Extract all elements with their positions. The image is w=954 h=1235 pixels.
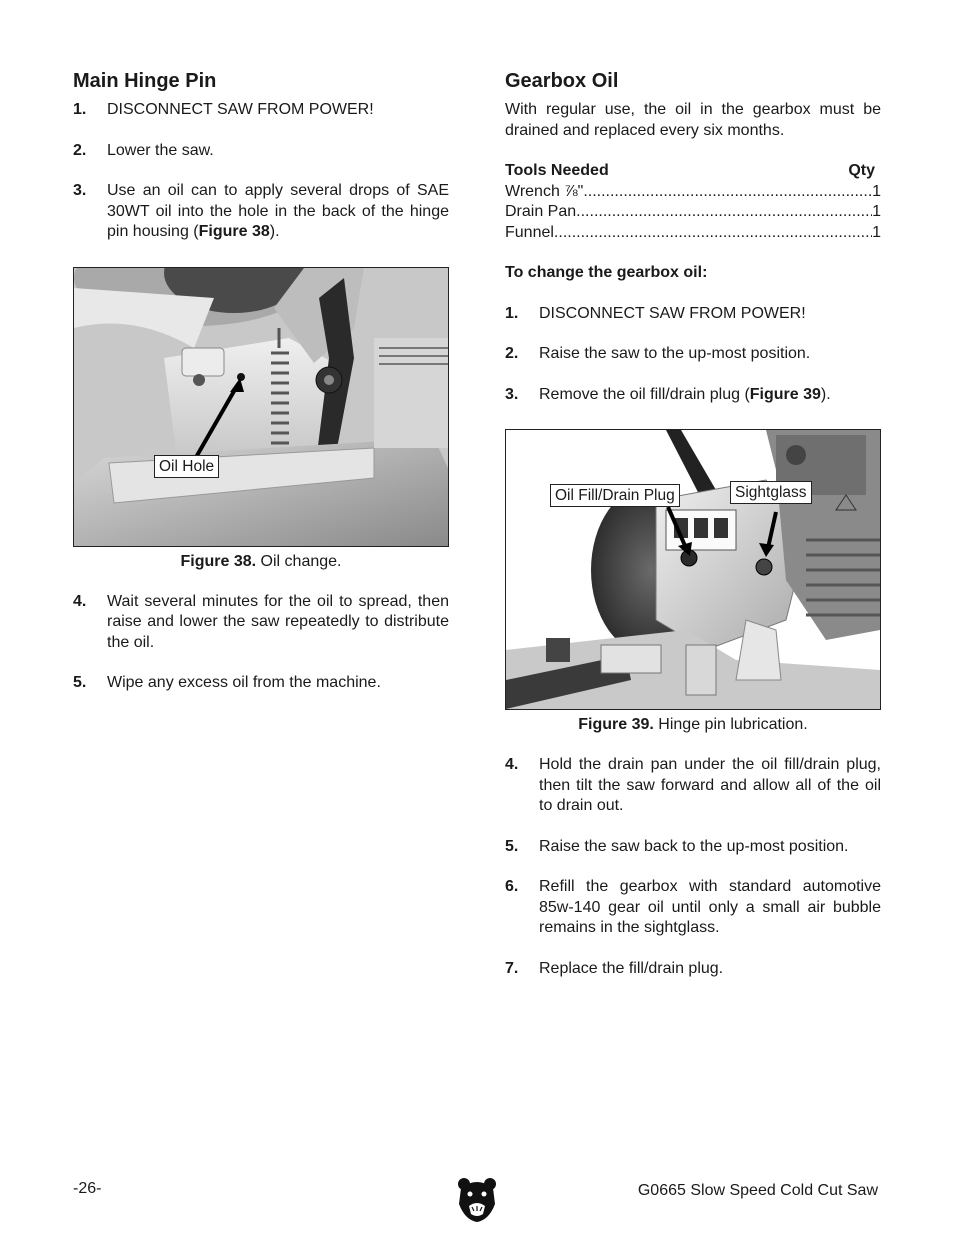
caption-text: Hinge pin lubrication. [653, 716, 808, 733]
figure-38-image [73, 267, 449, 547]
caption-label: Figure 39. [578, 716, 654, 733]
figure-39-caption [505, 715, 881, 735]
step-item [505, 959, 881, 980]
figure-reference[interactable]: Figure 39 [749, 385, 821, 403]
caption-text: Oil change. [256, 552, 342, 570]
step-text: Wipe any excess oil from the machine. [107, 674, 381, 691]
procedure-subheading: To change the gearbox oil: [505, 264, 708, 281]
step-item [505, 344, 881, 365]
step-item [505, 304, 881, 325]
right-column [505, 68, 881, 999]
step-number: 4. [505, 756, 519, 773]
figure-38-caption [73, 552, 449, 572]
tool-row [505, 223, 881, 244]
step-number: 1. [73, 101, 87, 118]
step-text: Wait several minutes for the oil to spread, then raise and lower the saw repeatedly to distribute the oil. [107, 592, 449, 651]
step-number: 3. [505, 385, 519, 403]
step-number: 6. [505, 878, 519, 895]
left-column [73, 68, 449, 714]
intro-paragraph: With regular use, the oil in the gearbox must be drained and replaced every six months. [505, 101, 881, 139]
tool-row [505, 202, 881, 223]
step-item [73, 100, 449, 121]
oil-fill-drain-plug-callout: Oil Fill/Drain Plug [550, 484, 680, 507]
step-text-end: ). [269, 223, 280, 240]
gearbox-illustration [506, 430, 880, 709]
tool-name: Drain Pan [505, 203, 577, 220]
section-heading-main-hinge-pin: Main Hinge Pin [73, 70, 217, 92]
tool-qty: 1 [872, 182, 881, 200]
qty-label: Qty [848, 162, 875, 179]
figure-39-image [505, 429, 881, 710]
step-number: 4. [73, 592, 87, 610]
manual-title: G0665 Slow Speed Cold Cut Saw [637, 1182, 878, 1199]
oil-hole-callout: Oil Hole [154, 455, 219, 478]
tool-qty: 1 [872, 223, 881, 241]
step-item [505, 837, 881, 858]
step-text: Remove the oil fill/drain plug ( [539, 385, 750, 403]
step-text: DISCONNECT SAW FROM POWER! [107, 101, 374, 118]
step-text: Hold the drain pan under the oil fill/drain plug, then tilt the saw forward and allow all of the oil to drain out. [539, 756, 881, 814]
tool-row [505, 182, 881, 203]
step-item [73, 181, 449, 243]
grizzly-bear-logo-icon [457, 1176, 497, 1222]
step-text: Replace the fill/drain plug. [539, 959, 724, 977]
step-number: 2. [73, 141, 87, 159]
sightglass-callout: Sightglass [730, 481, 812, 504]
page-number: -26- [73, 1180, 102, 1197]
tool-qty: 1 [872, 203, 881, 220]
step-number: 1. [505, 304, 519, 322]
hinge-pin-illustration [74, 268, 448, 546]
step-number: 7. [505, 959, 519, 977]
figure-reference[interactable]: Figure 38 [198, 223, 270, 240]
step-text: Raise the saw back to the up-most position. [539, 837, 849, 855]
step-item [73, 141, 449, 162]
step-number: 2. [505, 345, 519, 362]
tool-name: Funnel [505, 223, 554, 241]
step-text: Refill the gearbox with standard automotive 85w-140 gear oil until only a small air bubble remains in the sightglass. [539, 878, 881, 936]
tools-needed-label: Tools Needed [505, 162, 609, 179]
leader-dots [554, 223, 872, 244]
section-heading-gearbox-oil: Gearbox Oil [505, 70, 619, 92]
step-item [73, 673, 449, 694]
tools-header [505, 161, 881, 182]
tool-name: Wrench ⅞" [505, 182, 584, 200]
step-item [505, 385, 881, 406]
step-item [505, 877, 881, 939]
step-number: 5. [505, 837, 519, 855]
step-item [73, 592, 449, 654]
step-text: Use an oil can to apply several drops of SAE 30WT oil into the hole in the back of the hinge pin housing ( [107, 182, 449, 240]
step-text: Raise the saw to the up-most position. [539, 345, 811, 362]
step-number: 5. [73, 674, 87, 691]
step-item [505, 755, 881, 817]
leader-dots [576, 202, 872, 223]
caption-label: Figure 38. [180, 552, 257, 570]
step-text: Lower the saw. [107, 141, 214, 159]
step-text-end: ). [820, 385, 831, 403]
step-number: 3. [73, 182, 87, 199]
leader-dots [583, 182, 872, 203]
step-text: DISCONNECT SAW FROM POWER! [539, 304, 806, 322]
